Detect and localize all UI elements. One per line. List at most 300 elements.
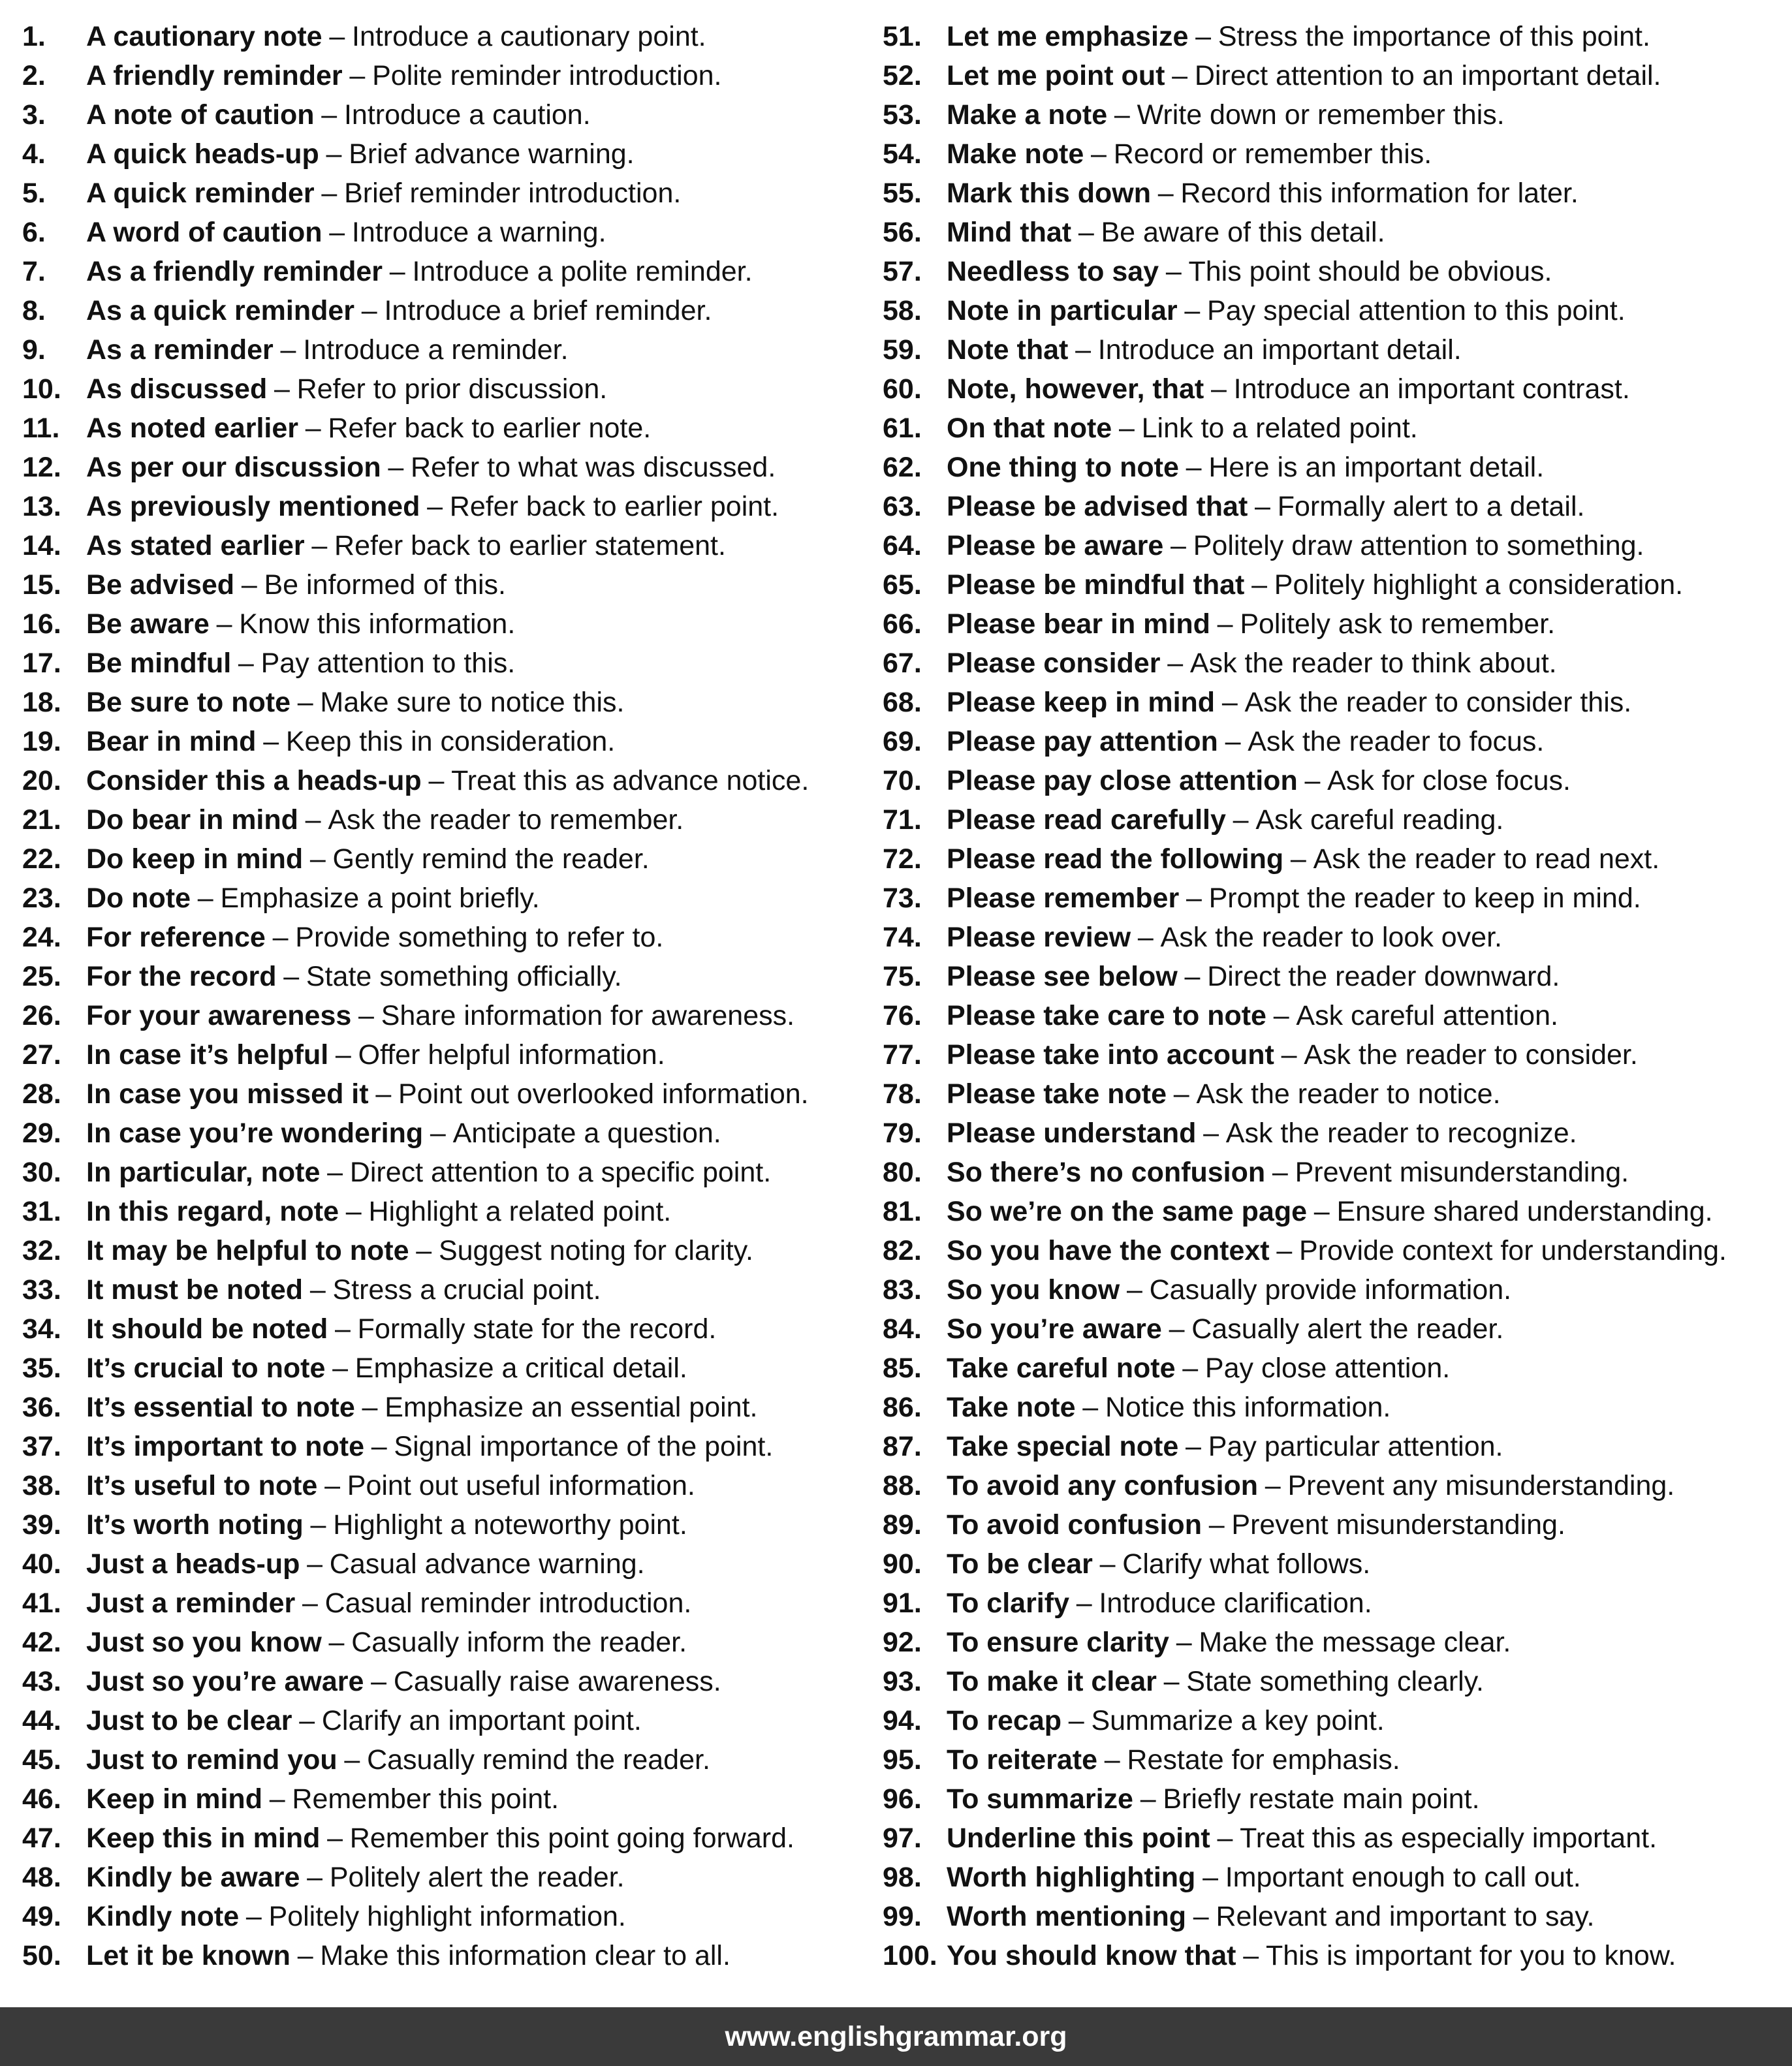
list-item: [22, 526, 890, 565]
item-phrase: Needless to say: [947, 256, 1159, 287]
list-item: [883, 1427, 1751, 1466]
item-number: 76.: [883, 1000, 922, 1031]
list-item: [883, 604, 1751, 644]
list-item: [883, 1388, 1751, 1427]
item-number: 46.: [22, 1783, 61, 1815]
item-definition: Introduce a caution.: [343, 99, 591, 131]
item-number: 74.: [883, 922, 922, 953]
list-item: [883, 1623, 1751, 1662]
item-number: 48.: [22, 1862, 61, 1893]
item-phrase: A note of caution: [86, 99, 315, 131]
item-separator: –: [375, 1078, 392, 1110]
item-number: 93.: [883, 1666, 922, 1697]
item-separator: –: [197, 883, 213, 914]
item-separator: –: [299, 1705, 315, 1736]
list-item: [22, 604, 890, 644]
item-number: 61.: [883, 413, 922, 444]
item-definition: Make the message clear.: [1199, 1627, 1511, 1658]
item-definition: Keep this in consideration.: [285, 726, 616, 757]
item-separator: –: [416, 1235, 432, 1266]
list-item: [883, 1349, 1751, 1388]
item-separator: –: [1184, 295, 1201, 326]
item-number: 5.: [22, 178, 46, 209]
item-separator: –: [1217, 1823, 1233, 1854]
item-separator: –: [1157, 178, 1174, 209]
item-phrase: In case it’s helpful: [86, 1039, 329, 1071]
item-number: 24.: [22, 922, 61, 953]
item-definition: Treat this as advance notice.: [451, 765, 810, 796]
item-separator: –: [371, 1431, 387, 1462]
list-item: [883, 1858, 1751, 1897]
list-item: [883, 1114, 1751, 1153]
item-phrase: Just a heads-up: [86, 1548, 300, 1580]
item-phrase: To reiterate: [947, 1744, 1097, 1776]
item-number: 17.: [22, 648, 61, 679]
item-separator: –: [1186, 452, 1202, 483]
item-definition: Introduce a polite reminder.: [412, 256, 753, 287]
item-number: 84.: [883, 1313, 922, 1345]
item-phrase: Make note: [947, 138, 1084, 170]
item-number: 21.: [22, 804, 61, 836]
list-item: [22, 839, 890, 879]
item-number: 11.: [22, 413, 60, 444]
item-separator: –: [327, 1157, 343, 1188]
list-item: [22, 1349, 890, 1388]
list-item: [883, 1153, 1751, 1192]
item-separator: –: [1273, 1000, 1289, 1031]
item-separator: –: [1137, 922, 1154, 953]
list-item: [22, 448, 890, 487]
list-item: [22, 252, 890, 291]
item-phrase: So you have the context: [947, 1235, 1270, 1266]
item-definition: State something officially.: [306, 961, 622, 992]
item-phrase: In particular, note: [86, 1157, 321, 1188]
item-phrase: It’s essential to note: [86, 1392, 355, 1423]
item-number: 10.: [22, 373, 61, 405]
item-definition: Pay special attention to this point.: [1207, 295, 1626, 326]
item-phrase: As previously mentioned: [86, 491, 420, 522]
list-item: [883, 1074, 1751, 1114]
list-item: [883, 996, 1751, 1035]
item-separator: –: [1184, 961, 1201, 992]
item-number: 81.: [883, 1196, 922, 1227]
item-definition: Restate for emphasis.: [1127, 1744, 1400, 1776]
item-number: 62.: [883, 452, 922, 483]
item-phrase: Please take care to note: [947, 1000, 1266, 1031]
list-item: [22, 56, 890, 95]
item-phrase: On that note: [947, 413, 1112, 444]
item-definition: Introduce an important contrast.: [1233, 373, 1630, 405]
list-item: [22, 1035, 890, 1074]
item-separator: –: [1193, 1901, 1209, 1932]
item-separator: –: [297, 687, 313, 718]
item-phrase: Consider this a heads-up: [86, 765, 422, 796]
item-separator: –: [1075, 334, 1091, 366]
item-separator: –: [297, 1940, 313, 1971]
item-number: 89.: [883, 1509, 922, 1541]
footer-website-link[interactable]: www.englishgrammar.org: [725, 2021, 1067, 2052]
list-item: [22, 134, 890, 174]
item-phrase: As a friendly reminder: [86, 256, 383, 287]
item-number: 99.: [883, 1901, 922, 1932]
list-item: [883, 565, 1751, 604]
item-separator: –: [1078, 217, 1094, 248]
item-definition: Casually alert the reader.: [1191, 1313, 1504, 1345]
item-separator: –: [329, 217, 345, 248]
item-separator: –: [321, 178, 338, 209]
item-definition: Refer to prior discussion.: [296, 373, 608, 405]
list-item: [22, 1858, 890, 1897]
list-item: [883, 1231, 1751, 1270]
list-item: [22, 1114, 890, 1153]
item-phrase: Take note: [947, 1392, 1076, 1423]
item-definition: Pay close attention.: [1204, 1353, 1451, 1384]
item-number: 58.: [883, 295, 922, 326]
item-number: 42.: [22, 1627, 61, 1658]
item-number: 9.: [22, 334, 46, 366]
item-separator: –: [1165, 256, 1182, 287]
item-number: 29.: [22, 1118, 61, 1149]
item-definition: Write down or remember this.: [1137, 99, 1505, 131]
item-number: 30.: [22, 1157, 61, 1188]
item-definition: Ask the reader to recognize.: [1225, 1118, 1577, 1149]
item-number: 65.: [883, 569, 922, 601]
item-definition: Refer to what was discussed.: [411, 452, 776, 483]
item-phrase: To summarize: [947, 1783, 1133, 1815]
item-phrase: Just so you know: [86, 1627, 322, 1658]
item-definition: Politely highlight a consideration.: [1274, 569, 1684, 601]
item-separator: –: [310, 1509, 326, 1541]
item-definition: Provide something to refer to.: [295, 922, 664, 953]
item-number: 63.: [883, 491, 922, 522]
item-phrase: A quick reminder: [86, 178, 315, 209]
list-item: [22, 761, 890, 800]
item-definition: Know this information.: [239, 608, 516, 640]
item-phrase: In this regard, note: [86, 1196, 339, 1227]
item-phrase: Be mindful: [86, 648, 232, 679]
list-item: [22, 957, 890, 996]
item-phrase: Please be aware: [947, 530, 1164, 561]
item-definition: Anticipate a question.: [452, 1118, 721, 1149]
list-item: [883, 448, 1751, 487]
item-definition: Highlight a noteworthy point.: [333, 1509, 687, 1541]
item-phrase: Please keep in mind: [947, 687, 1216, 718]
item-separator: –: [1099, 1548, 1116, 1580]
item-definition: Clarify an important point.: [321, 1705, 642, 1736]
item-separator: –: [1186, 1431, 1201, 1462]
item-phrase: Kindly note: [86, 1901, 240, 1932]
item-phrase: Do keep in mind: [86, 843, 304, 875]
item-phrase: For reference: [86, 922, 266, 953]
item-definition: Point out useful information.: [347, 1470, 695, 1501]
item-separator: –: [345, 1196, 362, 1227]
item-phrase: Just to be clear: [86, 1705, 292, 1736]
item-separator: –: [1172, 60, 1188, 91]
item-number: 97.: [883, 1823, 922, 1854]
item-phrase: For the record: [86, 961, 277, 992]
list-item: [883, 918, 1751, 957]
item-separator: –: [1233, 804, 1249, 836]
item-separator: –: [326, 138, 342, 170]
item-number: 22.: [22, 843, 61, 875]
item-definition: Briefly restate main point.: [1163, 1783, 1480, 1815]
item-number: 43.: [22, 1666, 61, 1697]
item-number: 8.: [22, 295, 46, 326]
item-definition: Emphasize a point briefly.: [220, 883, 540, 914]
list-item: [22, 1819, 890, 1858]
item-number: 27.: [22, 1039, 61, 1071]
list-item: [883, 683, 1751, 722]
item-separator: –: [1163, 1666, 1180, 1697]
item-definition: Casually remind the reader.: [367, 1744, 710, 1776]
list-item: [883, 1270, 1751, 1309]
list-item: [22, 996, 890, 1035]
list-item: [22, 1270, 890, 1309]
item-definition: Introduce an important detail.: [1097, 334, 1462, 366]
list-item: [883, 761, 1751, 800]
item-separator: –: [1225, 726, 1241, 757]
item-phrase: Please be mindful that: [947, 569, 1245, 601]
list-item: [883, 252, 1751, 291]
list-item: [883, 17, 1751, 56]
item-separator: –: [1265, 1470, 1281, 1501]
item-definition: Formally alert to a detail.: [1277, 491, 1585, 522]
list-item: [22, 95, 890, 134]
item-separator: –: [1082, 1392, 1099, 1423]
item-separator: –: [329, 21, 345, 52]
item-separator: –: [362, 1392, 378, 1423]
item-separator: –: [1211, 373, 1227, 405]
list-item: [22, 409, 890, 448]
item-definition: Ask the reader to look over.: [1160, 922, 1502, 953]
item-definition: Casually provide information.: [1149, 1274, 1512, 1306]
item-separator: –: [1068, 1705, 1084, 1736]
list-item: [883, 213, 1751, 252]
item-definition: Remember this point.: [292, 1783, 559, 1815]
item-definition: Point out overlooked information.: [398, 1078, 809, 1110]
item-separator: –: [1195, 21, 1212, 52]
list-item: [22, 1427, 890, 1466]
item-separator: –: [371, 1666, 387, 1697]
item-number: 59.: [883, 334, 922, 366]
item-definition: Brief reminder introduction.: [344, 178, 682, 209]
item-definition: This point should be obvious.: [1188, 256, 1552, 287]
item-definition: Here is an important detail.: [1208, 452, 1545, 483]
item-separator: –: [1217, 608, 1233, 640]
item-phrase: In case you missed it: [86, 1078, 369, 1110]
item-phrase: Underline this point: [947, 1823, 1210, 1854]
item-number: 92.: [883, 1627, 922, 1658]
item-separator: –: [1272, 1157, 1288, 1188]
list-item: [22, 291, 890, 330]
item-definition: Politely draw attention to something.: [1193, 530, 1644, 561]
list-item: [883, 56, 1751, 95]
item-definition: Refer back to earlier statement.: [334, 530, 726, 561]
list-item: [883, 722, 1751, 761]
item-phrase: You should know that: [947, 1940, 1236, 1971]
item-phrase: Bear in mind: [86, 726, 257, 757]
item-phrase: One thing to note: [947, 452, 1179, 483]
item-number: 52.: [883, 60, 922, 91]
item-phrase: Take special note: [947, 1431, 1179, 1462]
item-phrase: So there’s no confusion: [947, 1157, 1266, 1188]
item-definition: Refer back to earlier point.: [449, 491, 779, 522]
item-number: 66.: [883, 608, 922, 640]
item-phrase: Be advised: [86, 569, 235, 601]
list-item: [22, 1153, 890, 1192]
item-separator: –: [307, 1548, 323, 1580]
item-phrase: Please consider: [947, 648, 1161, 679]
item-separator: –: [428, 765, 445, 796]
item-definition: Pay attention to this.: [260, 648, 516, 679]
item-phrase: A friendly reminder: [86, 60, 343, 91]
item-number: 34.: [22, 1313, 61, 1345]
item-phrase: To be clear: [947, 1548, 1093, 1580]
item-phrase: It may be helpful to note: [86, 1235, 409, 1266]
item-phrase: Please read the following: [947, 843, 1284, 875]
list-item: [883, 1819, 1751, 1858]
item-phrase: Just so you’re aware: [86, 1666, 364, 1697]
item-definition: Introduce clarification.: [1099, 1588, 1372, 1619]
item-number: 56.: [883, 217, 922, 248]
item-number: 86.: [883, 1392, 922, 1423]
item-definition: Prevent misunderstanding.: [1295, 1157, 1629, 1188]
list-item: [883, 1662, 1751, 1701]
list-item: [22, 800, 890, 839]
item-definition: Ask the reader to read next.: [1313, 843, 1660, 875]
list-item: [22, 722, 890, 761]
item-definition: Introduce a reminder.: [303, 334, 569, 366]
item-number: 90.: [883, 1548, 922, 1580]
item-phrase: It’s important to note: [86, 1431, 364, 1462]
item-definition: Relevant and important to say.: [1216, 1901, 1595, 1932]
item-phrase: It’s useful to note: [86, 1470, 318, 1501]
item-phrase: As discussed: [86, 373, 268, 405]
item-phrase: For your awareness: [86, 1000, 352, 1031]
item-separator: –: [1243, 1940, 1259, 1971]
item-separator: –: [349, 60, 366, 91]
list-item: [22, 1740, 890, 1779]
item-definition: Introduce a cautionary point.: [352, 21, 706, 52]
item-number: 95.: [883, 1744, 922, 1776]
item-definition: Share information for awareness.: [381, 1000, 795, 1031]
item-separator: –: [238, 648, 254, 679]
item-definition: Ask the reader to consider.: [1304, 1039, 1638, 1071]
item-separator: –: [302, 1588, 318, 1619]
list-item: [22, 879, 890, 918]
item-separator: –: [324, 1470, 341, 1501]
item-separator: –: [1167, 648, 1184, 679]
list-item: [22, 1074, 890, 1114]
list-item: [883, 95, 1751, 134]
item-phrase: As per our discussion: [86, 452, 381, 483]
item-definition: Signal importance of the point.: [394, 1431, 774, 1462]
list-item: [22, 330, 890, 369]
item-phrase: Note, however, that: [947, 373, 1204, 405]
item-phrase: So you know: [947, 1274, 1120, 1306]
list-item: [22, 1701, 890, 1740]
item-phrase: Kindly be aware: [86, 1862, 300, 1893]
item-definition: Casual reminder introduction.: [324, 1588, 692, 1619]
item-phrase: Please review: [947, 922, 1131, 953]
item-separator: –: [1251, 569, 1268, 601]
item-definition: Prevent misunderstanding.: [1231, 1509, 1565, 1541]
item-definition: State something clearly.: [1186, 1666, 1484, 1697]
item-number: 69.: [883, 726, 922, 757]
phrase-list: [0, 17, 1792, 1975]
item-phrase: Please remember: [947, 883, 1180, 914]
list-item: [883, 1584, 1751, 1623]
item-number: 28.: [22, 1078, 61, 1110]
item-definition: Direct attention to an important detail.: [1194, 60, 1661, 91]
item-separator: –: [1186, 883, 1202, 914]
item-phrase: Be aware: [86, 608, 210, 640]
item-separator: –: [1104, 1744, 1120, 1776]
item-number: 67.: [883, 648, 922, 679]
item-number: 20.: [22, 765, 61, 796]
list-item: [883, 839, 1751, 879]
item-definition: Refer back to earlier note.: [328, 413, 652, 444]
item-separator: –: [309, 1274, 326, 1306]
item-phrase: Please understand: [947, 1118, 1197, 1149]
item-phrase: It’s crucial to note: [86, 1353, 326, 1384]
item-separator: –: [1304, 765, 1321, 796]
item-definition: Ask careful reading.: [1255, 804, 1504, 836]
item-definition: Be aware of this detail.: [1101, 217, 1385, 248]
item-definition: Link to a related point.: [1141, 413, 1418, 444]
item-number: 13.: [22, 491, 61, 522]
item-phrase: So we’re on the same page: [947, 1196, 1308, 1227]
item-number: 78.: [883, 1078, 922, 1110]
item-phrase: Please read carefully: [947, 804, 1226, 836]
item-number: 70.: [883, 765, 922, 796]
item-phrase: Worth mentioning: [947, 1901, 1187, 1932]
item-definition: Brief advance warning.: [349, 138, 635, 170]
item-number: 26.: [22, 1000, 61, 1031]
item-number: 98.: [883, 1862, 922, 1893]
item-number: 25.: [22, 961, 61, 992]
list-item: [22, 1466, 890, 1505]
item-separator: –: [305, 804, 321, 836]
item-separator: –: [245, 1901, 262, 1932]
item-separator: –: [1221, 687, 1238, 718]
item-number: 12.: [22, 452, 61, 483]
item-definition: Treat this as especially important.: [1240, 1823, 1658, 1854]
item-phrase: It must be noted: [86, 1274, 304, 1306]
list-item: [883, 330, 1751, 369]
item-phrase: As a reminder: [86, 334, 274, 366]
item-separator: –: [1255, 491, 1270, 522]
list-item: [22, 1779, 890, 1819]
item-phrase: Mind that: [947, 217, 1072, 248]
list-item: [883, 1192, 1751, 1231]
item-definition: Notice this information.: [1105, 1392, 1391, 1423]
item-definition: Ask the reader to notice.: [1196, 1078, 1501, 1110]
item-separator: –: [1126, 1274, 1142, 1306]
item-definition: Politely ask to remember.: [1240, 608, 1556, 640]
item-number: 77.: [883, 1039, 922, 1071]
item-phrase: Take careful note: [947, 1353, 1176, 1384]
item-separator: –: [272, 922, 289, 953]
item-phrase: A cautionary note: [86, 21, 322, 52]
item-separator: –: [274, 373, 290, 405]
item-definition: Emphasize a critical detail.: [354, 1353, 687, 1384]
item-definition: Ask careful attention.: [1296, 1000, 1558, 1031]
list-item: [22, 1388, 890, 1427]
item-number: 49.: [22, 1901, 61, 1932]
item-number: 2.: [22, 60, 46, 91]
item-definition: Remember this point going forward.: [349, 1823, 794, 1854]
